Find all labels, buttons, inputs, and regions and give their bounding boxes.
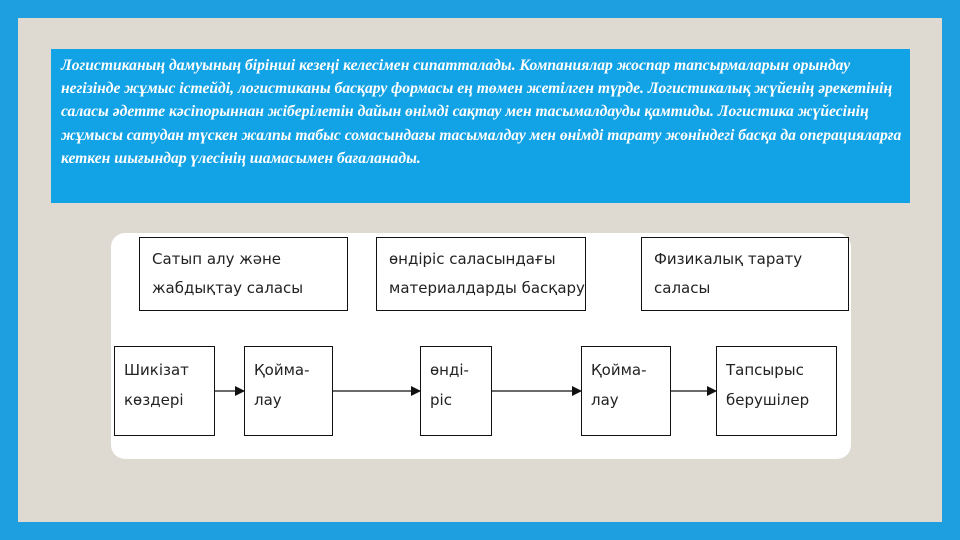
flow-warehousing-2: Қойма- лау: [581, 346, 671, 436]
logistics-flow-diagram: [111, 233, 851, 459]
area-physical-distribution: Физикалық тарату саласы: [641, 237, 849, 311]
flow-customers: Тапсырыс берушілер: [716, 346, 837, 436]
flow-raw-material-sources: Шикізат көздері: [114, 346, 215, 436]
area-production-materials: өндіріс саласындағы материалдарды басқару: [376, 237, 586, 311]
slide: [18, 18, 942, 522]
flow-warehousing-1: Қойма- лау: [244, 346, 333, 436]
flow-production: өнді- ріс: [420, 346, 492, 436]
flow-arrows: [111, 233, 851, 459]
description-text: Логистиканың дамуының бірінші кезеңі келесімен сипатталады. Компаниялар жоспар тапсырмаларын орындау негізінде жұмыс істейді, логистиканы басқару формасы ең төмен жетілген түрде. Логистикалық жүйенің әрекетінің саласы әдетте кәсіпорыннан жіберілетін дайын өнімді сақтау мен тасымалдауды қамтиды. Логистика жүйесінің жұмысы сатудан түскен жалпы табыс сомасындағы тасымалдау мен өнімді тарату жөніндегі басқа да операцияларға кеткен шығындар үлесінің шамасымен бағаланады.: [51, 49, 910, 203]
area-procurement: Сатып алу және жабдықтау саласы: [139, 237, 348, 311]
